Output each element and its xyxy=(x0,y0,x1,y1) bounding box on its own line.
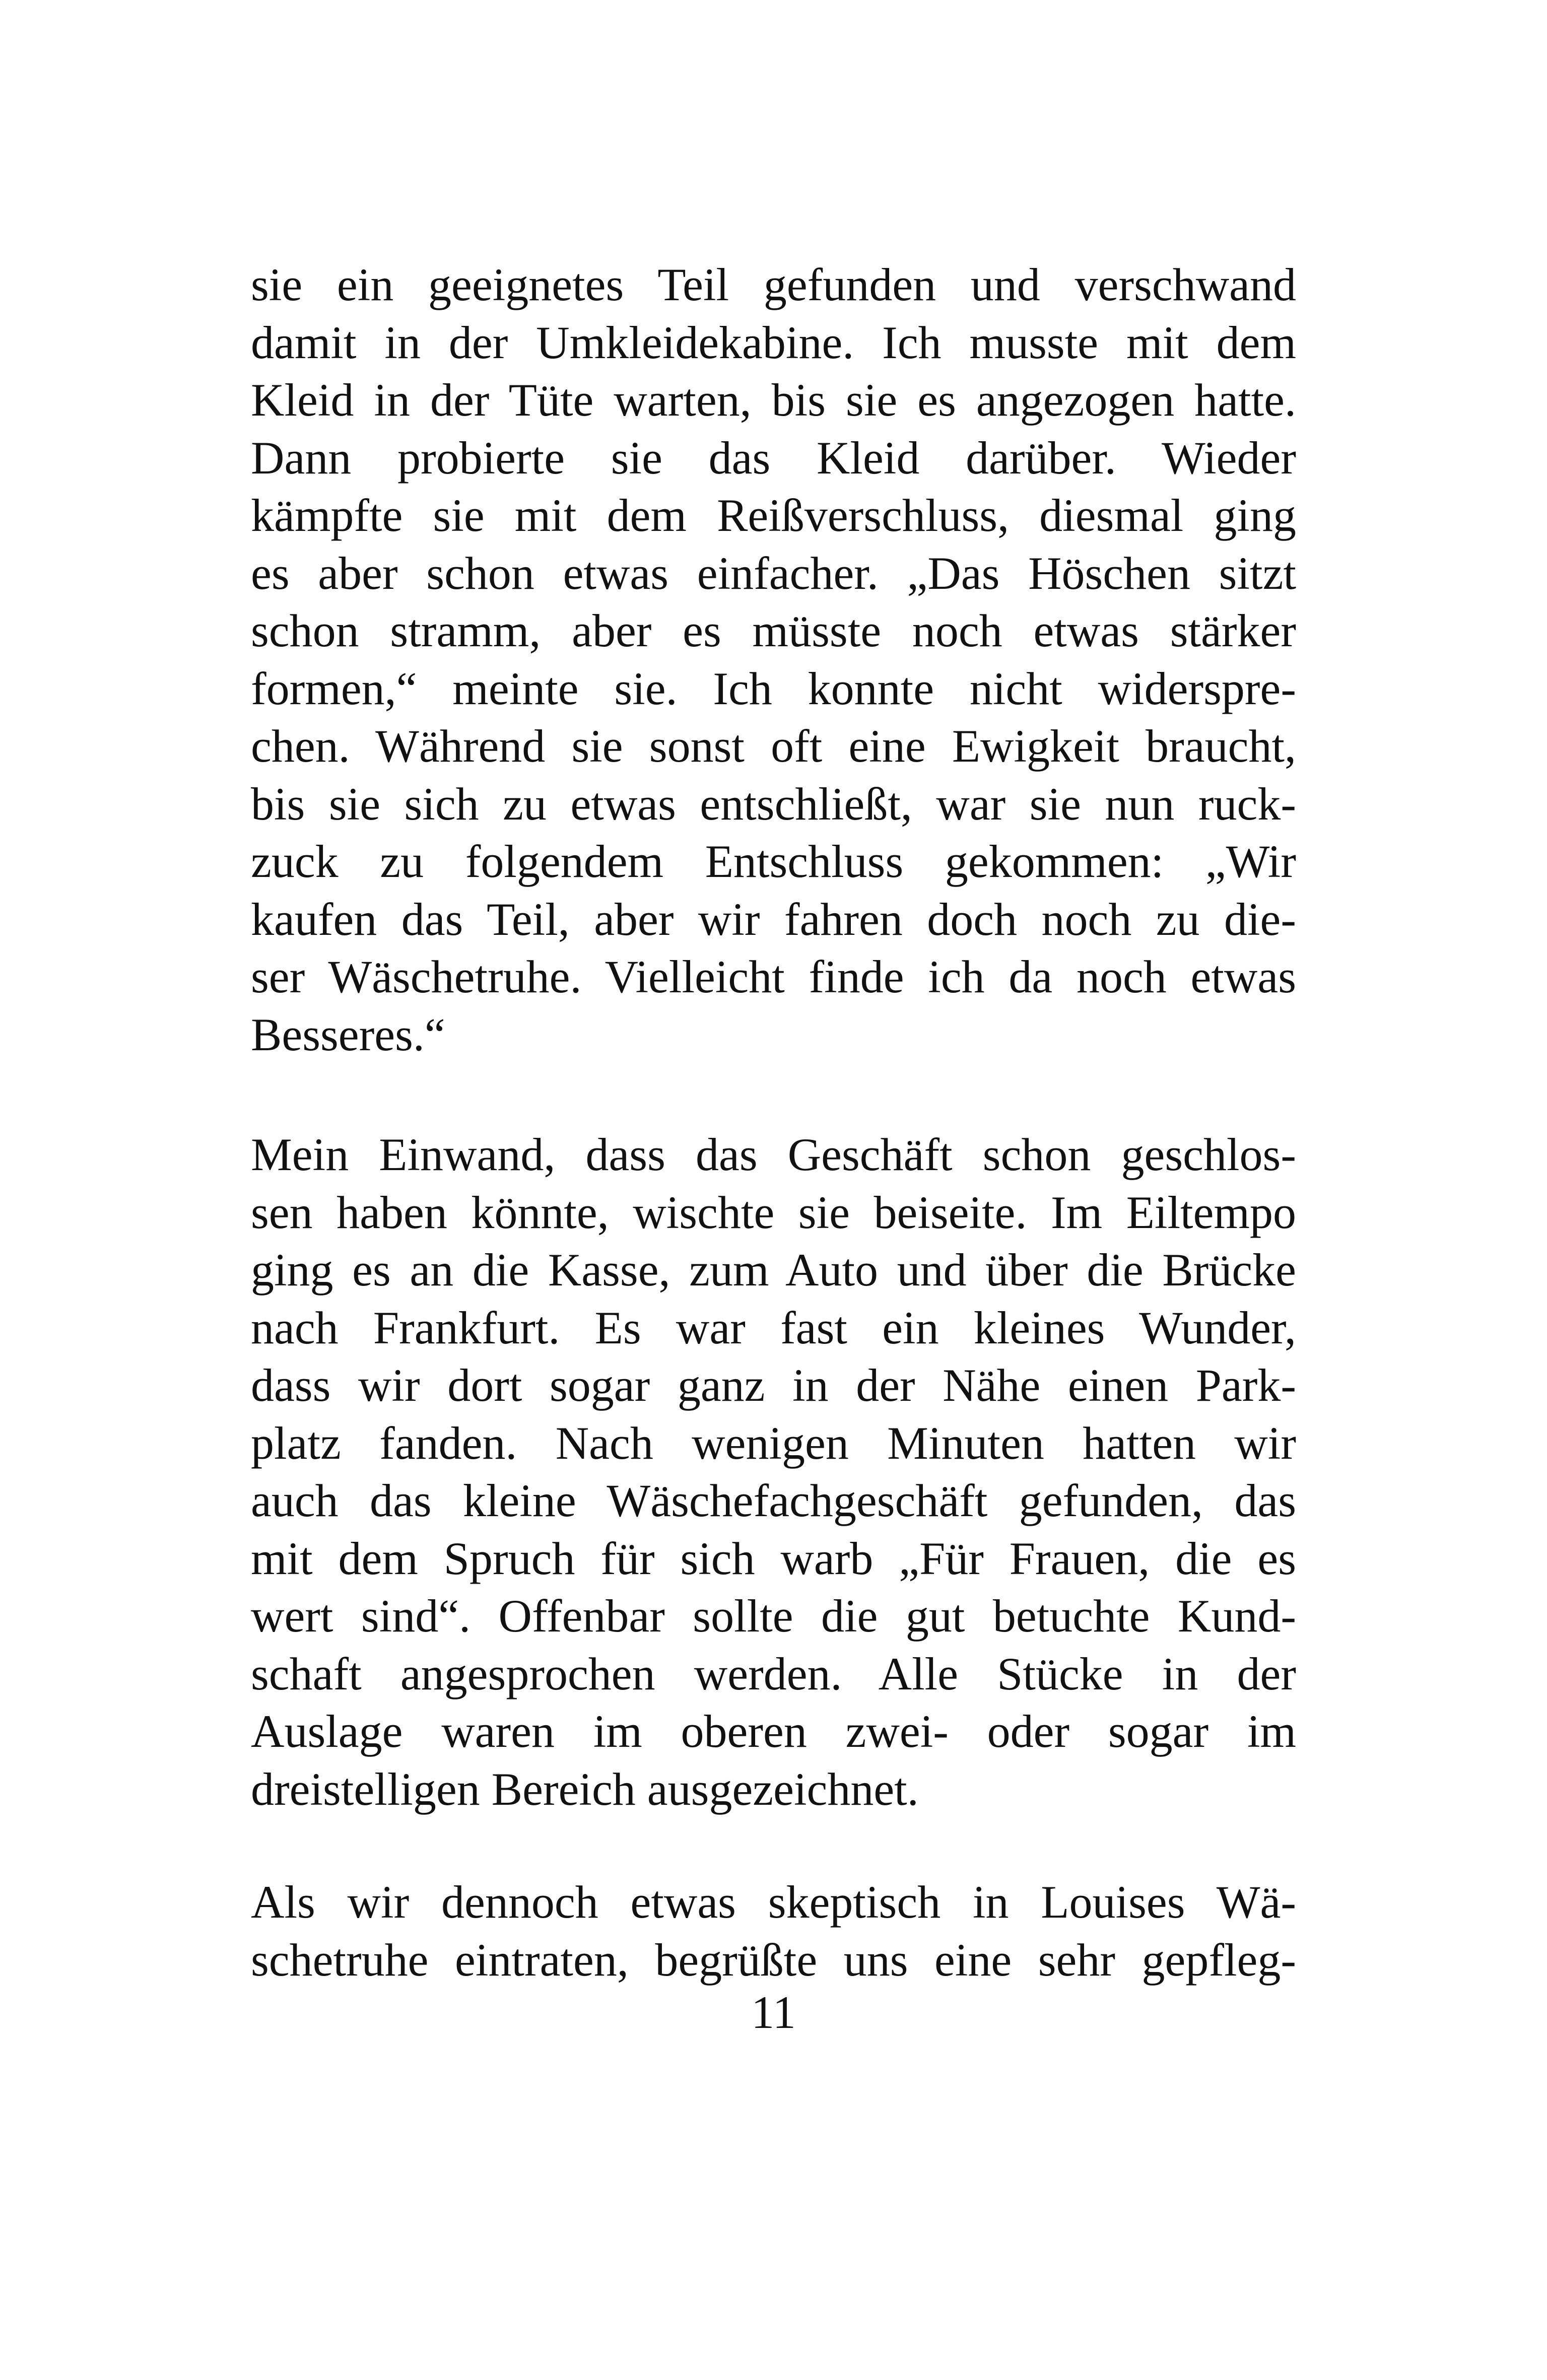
text-line: schetruhe eintraten, begrüßte uns eine sehr gepfleg- xyxy=(251,1934,1296,1986)
text-line: ging es an die Kasse, zum Auto und über die Brücke xyxy=(251,1244,1296,1296)
text-line: dreistelligen Bereich ausgezeichnet. xyxy=(251,1763,919,1815)
text-line: Dann probierte sie das Kleid darüber. Wieder xyxy=(251,432,1296,484)
text-line: dass wir dort sogar ganz in der Nähe einen Park- xyxy=(251,1359,1296,1411)
text-line: Als wir dennoch etwas skeptisch in Louises Wä- xyxy=(251,1876,1296,1928)
paragraph-1 xyxy=(251,256,1296,1063)
text-line: nach Frankfurt. Es war fast ein kleines Wunder, xyxy=(251,1302,1296,1353)
text-line: Mein Einwand, dass das Geschäft schon geschlos- xyxy=(251,1129,1296,1180)
text-line: sie ein geeignetes Teil gefunden und verschwand xyxy=(251,259,1296,310)
text-line: auch das kleine Wäschefachgeschäft gefunden, das xyxy=(251,1475,1296,1526)
text-line: chen. Während sie sonst oft eine Ewigkeit braucht, xyxy=(251,720,1296,772)
text-line: platz fanden. Nach wenigen Minuten hatten wir xyxy=(251,1417,1296,1469)
text-line: kämpfte sie mit dem Reißverschluss, diesmal ging xyxy=(251,490,1296,541)
text-line: Auslage waren im oberen zwei- oder sogar im xyxy=(251,1706,1296,1757)
text-line: schaft angesprochen werden. Alle Stücke in der xyxy=(251,1648,1296,1699)
text-line: wert sind“. Offenbar sollte die gut betuchte Kund- xyxy=(251,1590,1296,1642)
paragraph-2 xyxy=(251,1126,1296,1818)
text-line: schon stramm, aber es müsste noch etwas stärker xyxy=(251,605,1296,656)
text-line: formen,“ meinte sie. Ich konnte nicht widerspre- xyxy=(251,662,1296,714)
paragraph-3 xyxy=(251,1873,1296,1989)
text-line: Besseres.“ xyxy=(251,1008,445,1060)
text-line: damit in der Umkleidekabine. Ich musste mit dem xyxy=(251,316,1296,368)
text-line: zuck zu folgendem Entschluss gekommen: „Wir xyxy=(251,836,1296,887)
text-line: mit dem Spruch für sich warb „Für Frauen, die es xyxy=(251,1532,1296,1584)
text-line: kaufen das Teil, aber wir fahren doch noch zu die- xyxy=(251,893,1296,945)
text-line: bis sie sich zu etwas entschließt, war sie nun ruck- xyxy=(251,778,1296,830)
page-number: 11 xyxy=(751,1987,796,2038)
text-line: Kleid in der Tüte warten, bis sie es angezogen hatte. xyxy=(251,374,1296,426)
text-line: sen haben könnte, wischte sie beiseite. Im Eiltempo xyxy=(251,1186,1296,1238)
text-line: ser Wäschetruhe. Vielleicht finde ich da noch etwas xyxy=(251,951,1296,1002)
text-line: es aber schon etwas einfacher. „Das Höschen sitzt xyxy=(251,547,1296,599)
